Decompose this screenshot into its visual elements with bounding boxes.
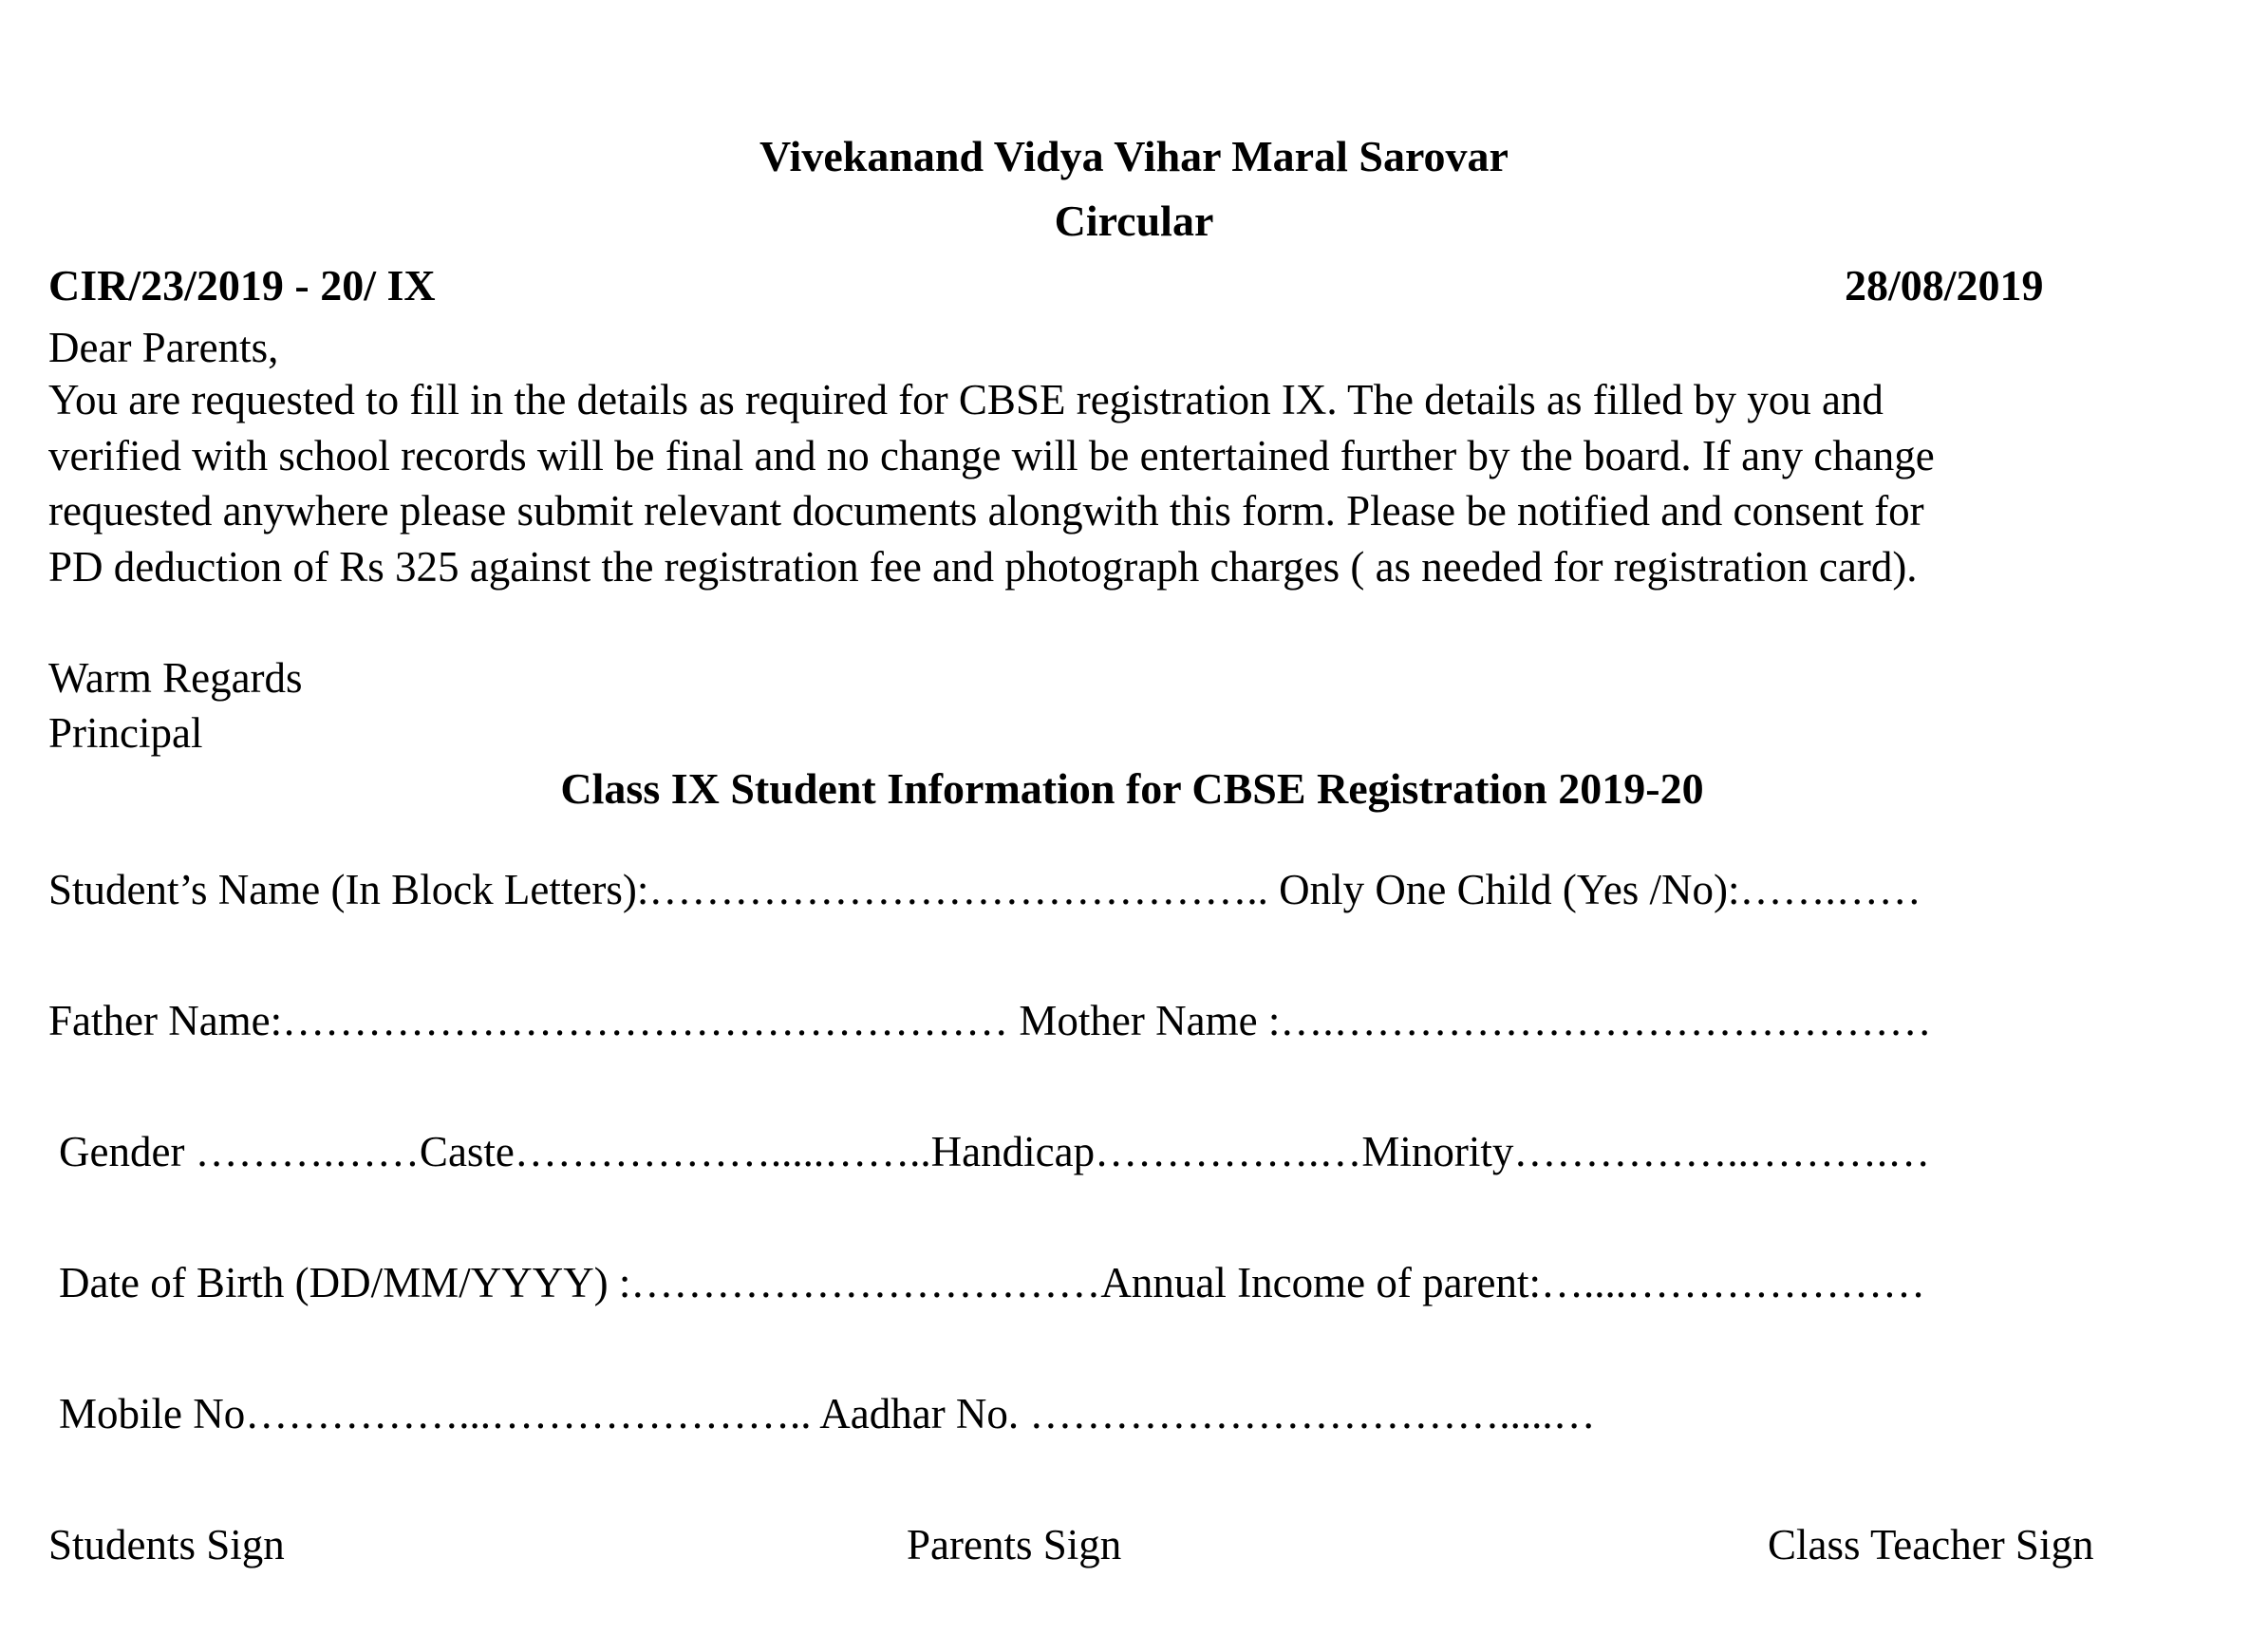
salutation: Dear Parents, bbox=[48, 324, 279, 371]
form-title: Class IX Student Information for CBSE Registration 2019-20 bbox=[560, 764, 1704, 813]
circular-date: 28/08/2019 bbox=[1845, 261, 2044, 310]
document-type: Circular bbox=[1054, 197, 1214, 245]
letter-line: verified with school records will be final and no change will be entertained further by the board. If any change bbox=[48, 431, 1935, 479]
letter-line: You are requested to fill in the details as required for CBSE registration IX. The details as filled by you and bbox=[48, 376, 1884, 423]
student-name-field[interactable]: Student’s Name (In Block Letters):…………………………………….. Only One Child (Yes /No):…….…… bbox=[48, 866, 1921, 913]
signatory: Principal bbox=[48, 709, 203, 757]
gender-caste-field[interactable]: Gender ……….……Caste……………….....……..Handicap…………….…Minority……………..……….… bbox=[59, 1128, 1931, 1175]
reference-number: CIR/23/2019 - 20/ IX bbox=[48, 261, 436, 310]
dob-income-field[interactable]: Date of Birth (DD/MM/YYYY) :……………………………Annual Income of parent:…....………………… bbox=[59, 1259, 1926, 1306]
parent-name-field[interactable]: Father Name:…………………………………………… Mother Name :….…………………………………… bbox=[48, 997, 1932, 1044]
student-signature-label: Students Sign bbox=[48, 1521, 285, 1568]
letter-line: requested anywhere please submit relevant documents alongwith this form. Please be notified and consent for bbox=[48, 487, 1924, 535]
letter-line: PD deduction of Rs 325 against the registration fee and photograph charges ( as needed for registration card). bbox=[48, 542, 1918, 591]
class-teacher-signature-label: Class Teacher Sign bbox=[1768, 1521, 2094, 1568]
parent-signature-label: Parents Sign bbox=[907, 1521, 1122, 1568]
mobile-aadhar-field[interactable]: Mobile No……………...………………….. Aadhar No. …………………………….....… bbox=[59, 1390, 1596, 1437]
letter-body bbox=[48, 372, 2232, 594]
closing: Warm Regards bbox=[48, 654, 303, 702]
school-name: Vivekanand Vidya Vihar Maral Sarovar bbox=[759, 132, 1509, 180]
